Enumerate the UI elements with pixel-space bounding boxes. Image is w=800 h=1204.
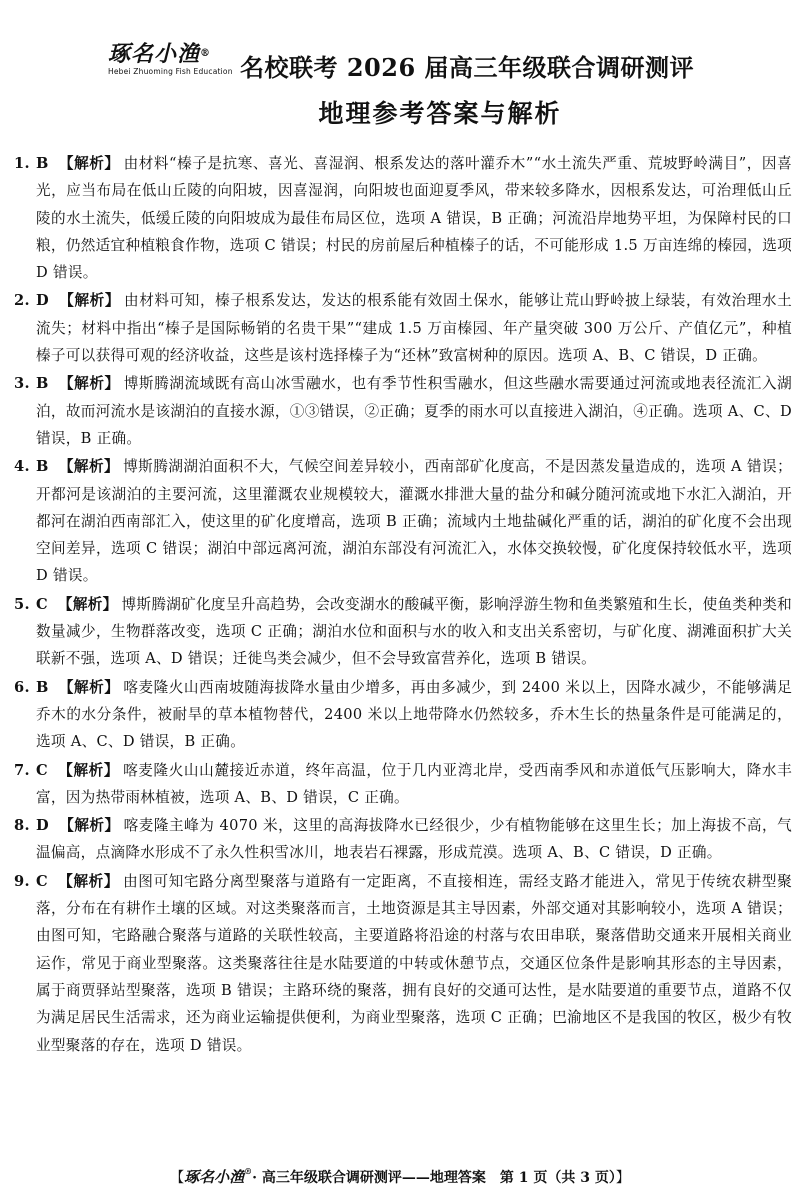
- question-number: 9.: [14, 872, 30, 890]
- analysis-text: 喀麦隆主峰为 4070 米，这里的高海拔降水已经很少，少有植物能够在这里生长；加上海拔不高，气温偏高，点滴降水形成不了永久性积雪冰川，地表岩石裸露，形成荒漠。选项 A、B、C 错误，D 正确。: [36, 817, 792, 862]
- registered-mark: ®: [200, 48, 212, 59]
- question-number: 3.: [14, 375, 30, 393]
- answer-item: [14, 287, 792, 369]
- answer-item: [14, 757, 792, 812]
- analysis-text: 喀麦隆火山西南坡随海拔降水量由少增多，再由多减少，到 2400 米以上，因降水减少，不能够满足乔木的水分条件，被耐旱的草本植物替代，2400 米以上地带降水仍然较多，乔木生长的热量条件是可能满足的，选项 A、C、D 错误，B 正确。: [36, 678, 793, 751]
- page-footer: [0, 1166, 800, 1187]
- answer-choice: B: [36, 458, 49, 476]
- page-header: [0, 38, 800, 86]
- analysis-text: 由材料可知，榛子根系发达，发达的根系能有效固土保水，能够让荒山野岭披上绿装，有效治理水土流失；材料中指出“榛子是国际畅销的名贵干果”“建成 1.5 万亩榛园、年产量突破 300 万公斤、产值亿元”，种植榛子可以获得可观的经济收益，这些是该村选择榛子为“还林”致富树种的原因。选项 A、B、C 错误，D 正确。: [36, 292, 792, 365]
- answer-item: [14, 868, 792, 1059]
- answer-choice: C: [36, 872, 48, 890]
- answer-item: [14, 150, 792, 286]
- analysis-label: 【解析】: [58, 375, 120, 393]
- question-number: 8.: [14, 817, 30, 835]
- analysis-text: 博斯腾湖矿化度呈升高趋势，会改变湖水的酸碱平衡，影响浮游生物和鱼类繁殖和生长，使鱼类种类和数量减少，生物群落改变，选项 C 正确；湖泊水位和面积与水的收入和支出关系密切，与矿化度、湖滩面积扩大关联新不强，选项 A、D 错误；迁徙鸟类会减少，但不会导致富营养化，选项 B 错误。: [36, 595, 792, 668]
- answer-choice: D: [36, 292, 49, 310]
- question-number: 4.: [14, 458, 30, 476]
- footer-bracket-close: 】: [615, 1170, 630, 1186]
- footer-logo: [184, 1168, 252, 1186]
- analysis-text: 博斯腾湖湖泊面积不大，气候空间差异较小，西南部矿化度高，不是因蒸发量造成的，选项 A 错误；开都河是该湖泊的主要河流，这里灌溉农业规模较大，灌溉水排泄大量的盐分和碱分随河流或地下水汇入湖泊，开都河在湖泊西南部汇入，使这里的矿化度增高，选项 B 正确；流域内土地盐碱化严重的话，湖泊的矿化度不会出现空间差异，选项 C 错误；湖泊中部远离河流，湖泊东部没有河流汇入，水体交换较慢，矿化度保持较低水平，选项 D 错误。: [36, 458, 793, 585]
- answer-choice: D: [36, 817, 49, 835]
- footer-registered-mark: ®: [244, 1166, 253, 1176]
- analysis-text: 由图可知宅路分离型聚落与道路有一定距离，不直接相连，需经支路才能进入，常见于传统农耕型聚落，分布在有耕作土壤的区域。对这类聚落而言，土地资源是其主导因素，外部交通对其影响较小，选项 A 错误；由图可知，宅路融合聚落与道路的关联性较高，主要道路将沿途的村落与农田串联，聚落借助交通来开展相关商业运作，常见于商业型聚落。这类聚落往往是水陆要道的中转或休憩节点，交通区位条件是影响其形态的主导因素，属于商贾驿站型聚落，选项 B 错误；主路环绕的聚落，拥有良好的交通可达性，是水陆要道的重要节点，道路不仅为满足居民生活需求，还为商业运输提供便利，为商业型聚落，选项 C 正确；巴渝地区不是我国的牧区，极少有牧业型聚落的存在，选项 D 错误。: [36, 872, 792, 1054]
- footer-bracket-open: 【: [170, 1170, 185, 1186]
- exam-title: 名校联考 2026 届高三年级联合调研测评: [240, 53, 695, 82]
- question-number: 6.: [14, 678, 30, 696]
- question-number: 1.: [14, 155, 30, 172]
- analysis-label: 【解析】: [58, 292, 121, 310]
- analysis-label: 【解析】: [58, 817, 120, 835]
- analysis-label: 【解析】: [57, 761, 120, 779]
- answer-item: [14, 370, 792, 452]
- analysis-label: 【解析】: [57, 595, 118, 613]
- analysis-text: 博斯腾湖流域既有高山冰雪融水，也有季节性积雪融水，但这些融水需要通过河流或地表径流汇入湖泊，故而河流水是该湖泊的直接水源，①③错误，②正确；夏季的雨水可以直接进入湖泊，④正确。选项 A、C、D 错误，B 正确。: [36, 375, 792, 447]
- brand-logo-subtitle: Hebei Zhuoming Fish Education: [108, 67, 233, 76]
- footer-page-info: · 高三年级联合调研测评——地理答案 第 1 页（共 3 页）: [252, 1170, 616, 1186]
- answer-choice: B: [36, 375, 49, 393]
- analysis-label: 【解析】: [57, 872, 120, 890]
- answer-choice: C: [36, 595, 48, 613]
- analysis-label: 【解析】: [58, 458, 120, 476]
- brand-logo-text: 琢名小渔: [108, 41, 201, 67]
- answer-item: [14, 453, 792, 589]
- answer-choice: B: [36, 155, 49, 172]
- answer-item: [14, 674, 792, 756]
- answer-choice: B: [36, 678, 49, 696]
- analysis-label: 【解析】: [58, 155, 120, 172]
- footer-logo-text: 琢名小渔: [184, 1168, 245, 1186]
- answer-item: [14, 812, 792, 867]
- answer-item: [14, 591, 792, 673]
- analysis-label: 【解析】: [58, 678, 120, 696]
- question-number: 5.: [14, 595, 30, 613]
- question-number: 7.: [14, 761, 30, 779]
- answer-choice: C: [36, 761, 48, 779]
- analysis-text: 喀麦隆火山山麓接近赤道，终年高温，位于几内亚湾北岸，受西南季风和赤道低气压影响大，降水丰富，因为热带雨林植被，选项 A、B、D 错误，C 正确。: [36, 761, 792, 806]
- document-subtitle: 地理参考答案与解析: [318, 99, 562, 128]
- answer-list: [14, 150, 792, 1060]
- question-number: 2.: [14, 292, 30, 310]
- brand-logo-mark: [108, 42, 232, 66]
- analysis-text: 由材料“榛子是抗寒、喜光、喜湿润、根系发达的落叶灌乔木”“水土流失严重、荒坡野岭满目”，因喜光，应当布局在低山丘陵的向阳坡，因喜湿润，向阳坡也面迎夏季风，带来较多降水，因根系发达，可治理低山丘陵的水土流失，低缓丘陵的向阳坡成为最佳布局区位，选项 A 错误，B 正确；河流沿岸地势平坦，为保障村民的口粮，仍然适宜种植粮食作物，选项 C 错误；村民的房前屋后种植榛子的话，不可能形成 1.5 万亩连绵的榛园，选项 D 错误。: [36, 155, 792, 282]
- brand-logo: [108, 42, 232, 86]
